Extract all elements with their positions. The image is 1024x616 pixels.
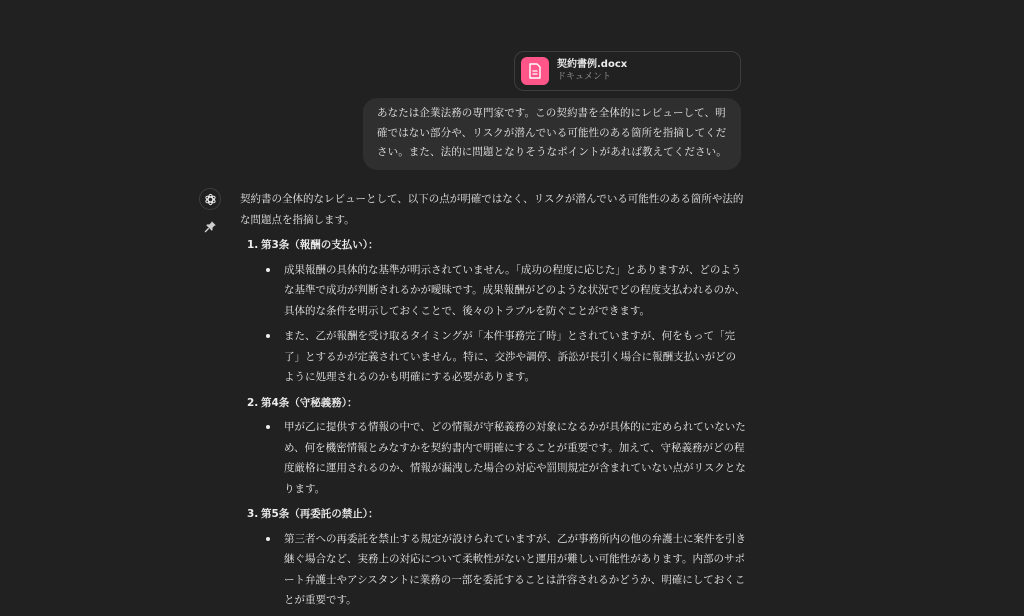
bullet-list [240, 417, 746, 499]
attachment-file-name: 契約書例.docx [557, 59, 628, 70]
section-1 [240, 235, 746, 388]
attachment-card[interactable] [514, 51, 741, 91]
user-message-bubble: あなたは企業法務の専門家です。この契約書を全体的にレビューして、明確ではない部分や、リスクが潜んでいる可能性のある箇所を指摘してください。また、法的に問題となりそうなポイントがあれば教えてください。 [363, 98, 741, 170]
openai-logo-icon [199, 188, 221, 210]
section-3 [240, 504, 746, 611]
attachment-meta [557, 58, 627, 84]
bullet-list [240, 260, 746, 388]
section-heading: 第5条（再委託の禁止）： [261, 508, 379, 520]
list-item: 甲が乙に提供する情報の中で、どの情報が守秘義務の対象になるかが具体的に定められていないため、何を機密情報とみなすかを契約書内で明確にすることが重要です。加えて、守秘義務がどの程度厳格に運用されるのか、情報が漏洩した場合の対応や罰則規定が含まれていない点がリスクとなります。 [240, 417, 746, 499]
list-item: 成果報酬の具体的な基準が明示されていません。「成功の程度に応じた」とありますが、どのような基準で成功が判断されるかが曖昧です。成果報酬がどのような状況でどの程度支払われるのか、具体的な条件を明示しておくことで、後々のトラブルを防ぐことができます。 [240, 260, 746, 322]
section-title [247, 393, 746, 414]
section-number: 1. [247, 239, 259, 251]
attachment-file-type: ドキュメント [557, 72, 612, 82]
pin-icon[interactable] [204, 218, 217, 231]
assistant-message [240, 189, 746, 616]
assistant-intro: 契約書の全体的なレビューとして、以下の点が明確ではなく、リスクが潜んでいる可能性のある箇所や法的な問題点を指摘します。 [240, 193, 744, 226]
section-2 [240, 393, 746, 500]
section-heading: 第4条（守秘義務）： [261, 396, 358, 409]
bullet-list [240, 529, 746, 611]
list-item: また、乙が報酬を受け取るタイミングが「本件事務完了時」とされていますが、何をもって「完了」とするかが定義されていません。特に、交渉や調停、訴訟が長引く場合に報酬支払いがどのように処理されるのかも明確にする必要があります。 [240, 326, 746, 388]
section-heading: 第3条（報酬の支払い）： [261, 239, 379, 251]
document-icon [521, 57, 549, 85]
list-item: 第三者への再委託を禁止する規定が設けられていますが、乙が事務所内の他の弁護士に案件を引き継ぐ場合など、実務上の対応について柔軟性がないと運用が難しい可能性があります。内部のサポート弁護士やアシスタントに業務の一部を委託することは許容されるかどうか、明確にしておくことが重要です。 [240, 529, 746, 611]
section-title [247, 235, 746, 256]
section-number: 2. [247, 396, 259, 409]
section-number: 3. [247, 508, 259, 520]
section-title [247, 504, 746, 525]
